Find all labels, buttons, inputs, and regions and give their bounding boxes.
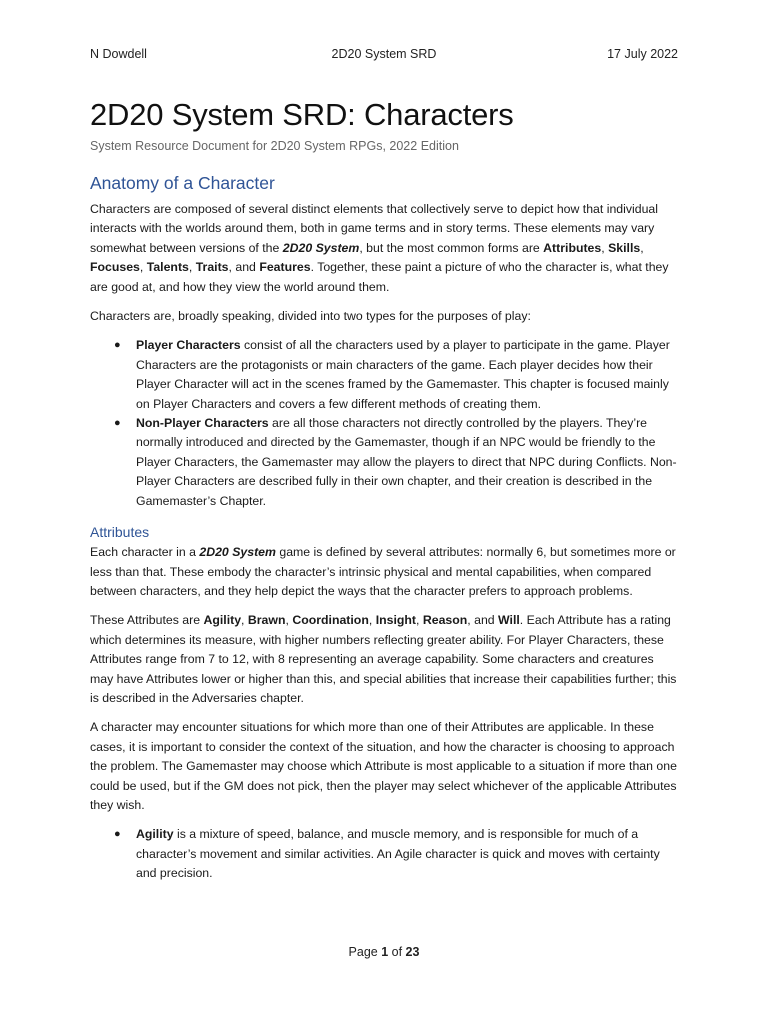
list-item: ● Player Characters consist of all the characters used by a player to participate in the game. Player Characters are the protagonists or main characters of the game. Each player decides how their Player Character will act in the scenes framed by the Gamemaster. This chapter is focused mainly on Player Characters and covers a few different methods of creating them.: [114, 338, 670, 411]
bullet-icon: ●: [114, 828, 121, 841]
attributes-paragraph-1: Each character in a 2D20 System game is defined by several attributes: normally 6, but sometimes more or less than that. These embody the character’s intrinsic physical and mental capabilities, when compared between characters, and they help depict the ways that the character prefers to approach problems.: [90, 545, 676, 598]
attributes-paragraph-3: A character may encounter situations for which more than one of their Attributes are applicable. In these cases, it is important to consider the context of the situation, and how the character is choosing to approach the problem. The Gamemaster may choose which Attribute is most applicable to a situation if more than one could be used, but if the GM does not pick, then the player may select whichever of the applicable Attributes they wish.: [90, 720, 677, 812]
document-body: [90, 172, 678, 892]
section-heading-anatomy: Anatomy of a Character: [90, 173, 275, 193]
page-footer: Page 1 of 23: [348, 945, 420, 959]
bullet-icon: ●: [114, 339, 121, 352]
bullet-icon: ●: [114, 417, 121, 430]
document-title: 2D20 System SRD: Characters: [90, 97, 514, 132]
list-item: ● Agility is a mixture of speed, balance, and muscle memory, and is responsible for much of a character’s movement and similar activities. An Agile character is quick and moves with certainty and precision.: [114, 827, 660, 881]
attributes-paragraph-2: These Attributes are Agility, Brawn, Coordination, Insight, Reason, and Will. Each Attribute has a rating which determines its measure, with higher numbers reflecting greater ability. For Player Characters, these Attributes range from 7 to 12, with 8 representing an average capability. Some characters and creatures may have Attributes lower or higher than this, and special abilities that increase their capabilities further; this is described in the Adversaries chapter.: [90, 613, 677, 705]
page-number-total: 23: [405, 945, 420, 959]
list-item: ● Non-Player Characters are all those characters not directly controlled by the players. They’re normally introduced and directed by the Gamemaster, though if an NPC would be friendly to the Player Characters, the Gamemaster may allow the players to direct that NPC during Conflicts. Non-Player Characters are described fully in their own chapter, and their creation is described in the Gamemaster’s Chapter.: [114, 416, 677, 508]
document-subtitle: System Resource Document for 2D20 System RPGs, 2022 Edition: [90, 139, 459, 153]
page-header: [90, 46, 678, 62]
page-number-current: 1: [381, 945, 389, 959]
anatomy-paragraph-1: Characters are composed of several distinct elements that collectively serve to depict how that individual interacts with the worlds around them, both in game terms and in story terms. These elements may vary somewhat between versions of the 2D20 System, but the most common forms are Attributes, Skills, Focuses, Talents, Traits, and Features. Together, these paint a picture of who the character is, what they are good at, and how they view the world around them.: [90, 202, 669, 294]
header-doc-title: 2D20 System SRD: [331, 47, 437, 61]
attributes-list: [90, 825, 678, 883]
header-author: N Dowdell: [90, 47, 147, 61]
anatomy-paragraph-2: Characters are, broadly speaking, divided into two types for the purposes of play:: [90, 309, 531, 324]
character-types-list: [90, 336, 678, 511]
header-date: 17 July 2022: [607, 47, 678, 61]
section-heading-attributes: Attributes: [90, 524, 150, 541]
